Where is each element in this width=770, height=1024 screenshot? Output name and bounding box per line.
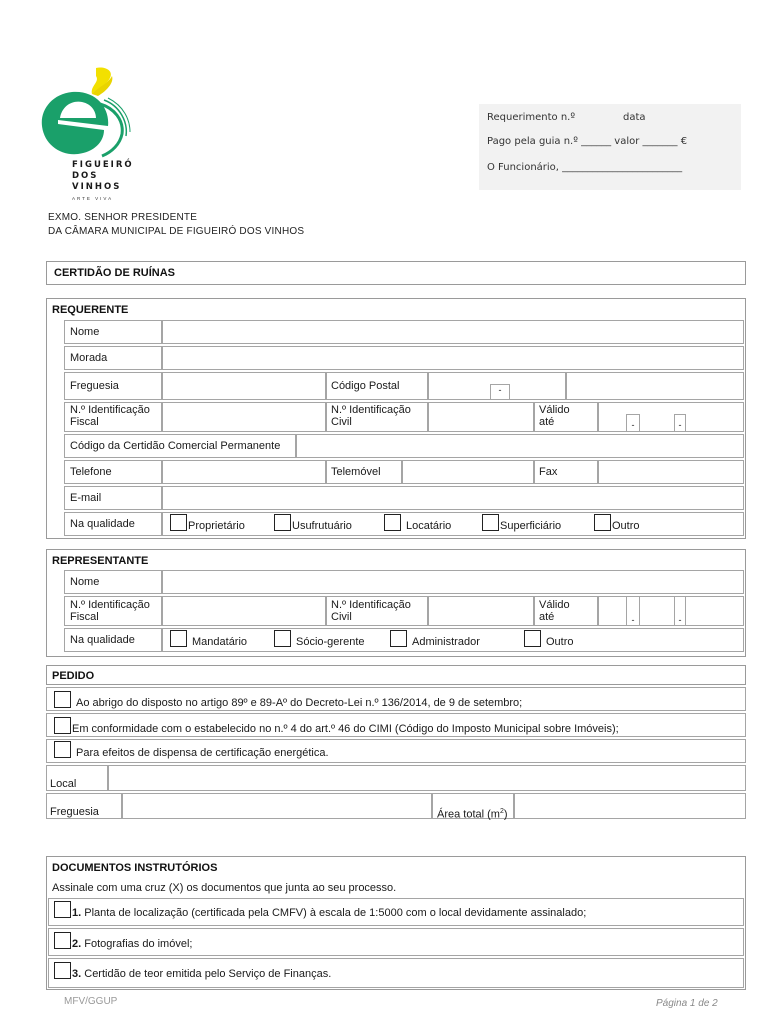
req-proprietario-checkbox[interactable]	[170, 514, 187, 531]
pedido-area-input[interactable]	[514, 793, 746, 819]
req-outro-label: Outro	[612, 520, 640, 532]
doc-item-2-checkbox[interactable]	[54, 932, 71, 949]
req-email-input[interactable]	[162, 486, 744, 510]
req-nif-label: N.º Identificação Fiscal	[70, 404, 150, 428]
form-title: CERTIDÃO DE RUÍNAS	[54, 267, 176, 279]
pedido-local-label: Local	[50, 778, 77, 790]
doc-item-3-text: 3. Certidão de teor emitida pelo Serviço de Finanças.	[72, 968, 332, 980]
req-freguesia-label: Freguesia	[70, 380, 119, 392]
pedido-option-3-checkbox[interactable]	[54, 741, 71, 758]
requerente-title: REQUERENTE	[52, 304, 129, 316]
pedido-freguesia-input[interactable]	[122, 793, 432, 819]
req-telefone-label: Telefone	[70, 466, 112, 478]
pedido-local-input[interactable]	[108, 765, 746, 791]
logo-wordmark: FIGUEIRÓ DOS VINHOS	[72, 160, 134, 192]
requerimento-label: Requerimento n.º	[487, 112, 576, 123]
req-usufrutuario-checkbox[interactable]	[274, 514, 291, 531]
req-fax-label: Fax	[539, 466, 558, 478]
representante-title: REPRESENTANTE	[52, 555, 149, 567]
req-telemovel-label: Telemóvel	[331, 466, 381, 478]
addressee-line-1: EXMO. SENHOR PRESIDENTE	[48, 212, 198, 223]
req-nic-label: N.º Identificação Civil	[331, 404, 411, 428]
pedido-header	[46, 665, 746, 685]
req-nic-input[interactable]	[428, 402, 534, 432]
req-qualidade-row	[162, 512, 744, 536]
req-superficiario-label: Superficiário	[500, 520, 562, 532]
req-cp-dash: -	[490, 384, 510, 400]
rep-administrador-checkbox[interactable]	[390, 630, 407, 647]
rep-nif-label: N.º Identificação Fiscal	[70, 599, 150, 623]
rep-mandatario-label: Mandatário	[192, 636, 248, 648]
pedido-option-2-text: Em conformidade com o estabelecido no n.º 4 do art.º 46 do CIMI (Código do Imposto Municipal sobre Imóveis);	[72, 723, 619, 735]
rep-nome-label: Nome	[70, 576, 100, 588]
req-certidao-label: Código da Certidão Comercial Permanente	[70, 440, 281, 452]
pedido-option-1-text: Ao abrigo do disposto no artigo 89º e 89-Aº do Decreto-Lei n.º 136/2014, de 9 de setembro;	[76, 697, 523, 709]
logo-tagline: ARTE VIVA	[72, 196, 114, 201]
rep-administrador-label: Administrador	[412, 636, 480, 648]
rep-qualidade-label: Na qualidade	[70, 634, 135, 646]
req-email-label: E-mail	[70, 492, 102, 504]
req-usufrutuario-label: Usufrutuário	[292, 520, 352, 532]
rep-nome-input[interactable]	[162, 570, 744, 594]
rep-nic-label: N.º Identificação Civil	[331, 599, 411, 623]
req-outro-checkbox[interactable]	[594, 514, 611, 531]
rep-valido-label: Válido até	[539, 599, 570, 623]
rep-outro-label: Outro	[546, 636, 574, 648]
funcionario-label: O Funcionário, ________________________	[487, 162, 683, 173]
req-morada-label: Morada	[70, 352, 108, 364]
req-locatario-label: Locatário	[406, 520, 452, 532]
req-localidade-input[interactable]	[566, 372, 744, 400]
req-nif-input[interactable]	[162, 402, 326, 432]
req-superficiario-checkbox[interactable]	[482, 514, 499, 531]
req-telefone-input[interactable]	[162, 460, 326, 484]
req-freguesia-input[interactable]	[162, 372, 326, 400]
req-certidao-input[interactable]	[296, 434, 744, 458]
pedido-freguesia-label: Freguesia	[50, 806, 99, 818]
req-proprietario-label: Proprietário	[188, 520, 245, 532]
pedido-option-2-checkbox[interactable]	[54, 717, 71, 734]
pago-label: Pago pela guia n.º ______ valor _______ €	[487, 136, 688, 147]
req-valido-input[interactable]	[598, 402, 744, 432]
data-label: data	[623, 112, 646, 123]
pedido-option-1-checkbox[interactable]	[54, 691, 71, 708]
req-valido-dash-1: -	[626, 414, 640, 432]
doc-item-1-checkbox[interactable]	[54, 901, 71, 918]
req-valido-dash-2: -	[674, 414, 686, 432]
rep-outro-checkbox[interactable]	[524, 630, 541, 647]
rep-socio-gerente-checkbox[interactable]	[274, 630, 291, 647]
req-valido-label: Válido até	[539, 404, 570, 428]
documentos-instruction: Assinale com uma cruz (X) os documentos que junta ao seu processo.	[52, 882, 397, 894]
req-telemovel-input[interactable]	[402, 460, 534, 484]
pedido-title: PEDIDO	[52, 670, 95, 682]
page-number: Página 1 de 2	[656, 998, 718, 1009]
rep-socio-gerente-label: Sócio-gerente	[296, 636, 365, 648]
req-codigo-postal-label: Código Postal	[331, 380, 400, 392]
req-nome-label: Nome	[70, 326, 100, 338]
reception-box	[479, 104, 741, 190]
doc-item-3-checkbox[interactable]	[54, 962, 71, 979]
rep-mandatario-checkbox[interactable]	[170, 630, 187, 647]
documentos-title: DOCUMENTOS INSTRUTÓRIOS	[52, 862, 218, 874]
req-locatario-checkbox[interactable]	[384, 514, 401, 531]
req-nome-input[interactable]	[162, 320, 744, 344]
rep-valido-dash-2: -	[674, 596, 686, 626]
rep-nif-input[interactable]	[162, 596, 326, 626]
doc-item-2-text: 2. Fotografias do imóvel;	[72, 938, 193, 950]
pedido-area-label: Área total $(m^2)$	[437, 808, 508, 821]
rep-valido-input[interactable]	[598, 596, 744, 626]
rep-valido-dash-1: -	[626, 596, 640, 626]
footer-reference: MFV/GGUP	[64, 996, 118, 1007]
addressee-line-2: DA CÂMARA MUNICIPAL DE FIGUEIRÓ DOS VINHOS	[48, 226, 305, 237]
req-morada-input[interactable]	[162, 346, 744, 370]
doc-item-1-text: 1. Planta de localização (certificada pela CMFV) à escala de 1:5000 com o local devidamente assinalado;	[72, 907, 587, 919]
pedido-option-3-text: Para efeitos de dispensa de certificação energética.	[76, 747, 329, 759]
req-fax-input[interactable]	[598, 460, 744, 484]
rep-nic-input[interactable]	[428, 596, 534, 626]
req-qualidade-label: Na qualidade	[70, 518, 135, 530]
